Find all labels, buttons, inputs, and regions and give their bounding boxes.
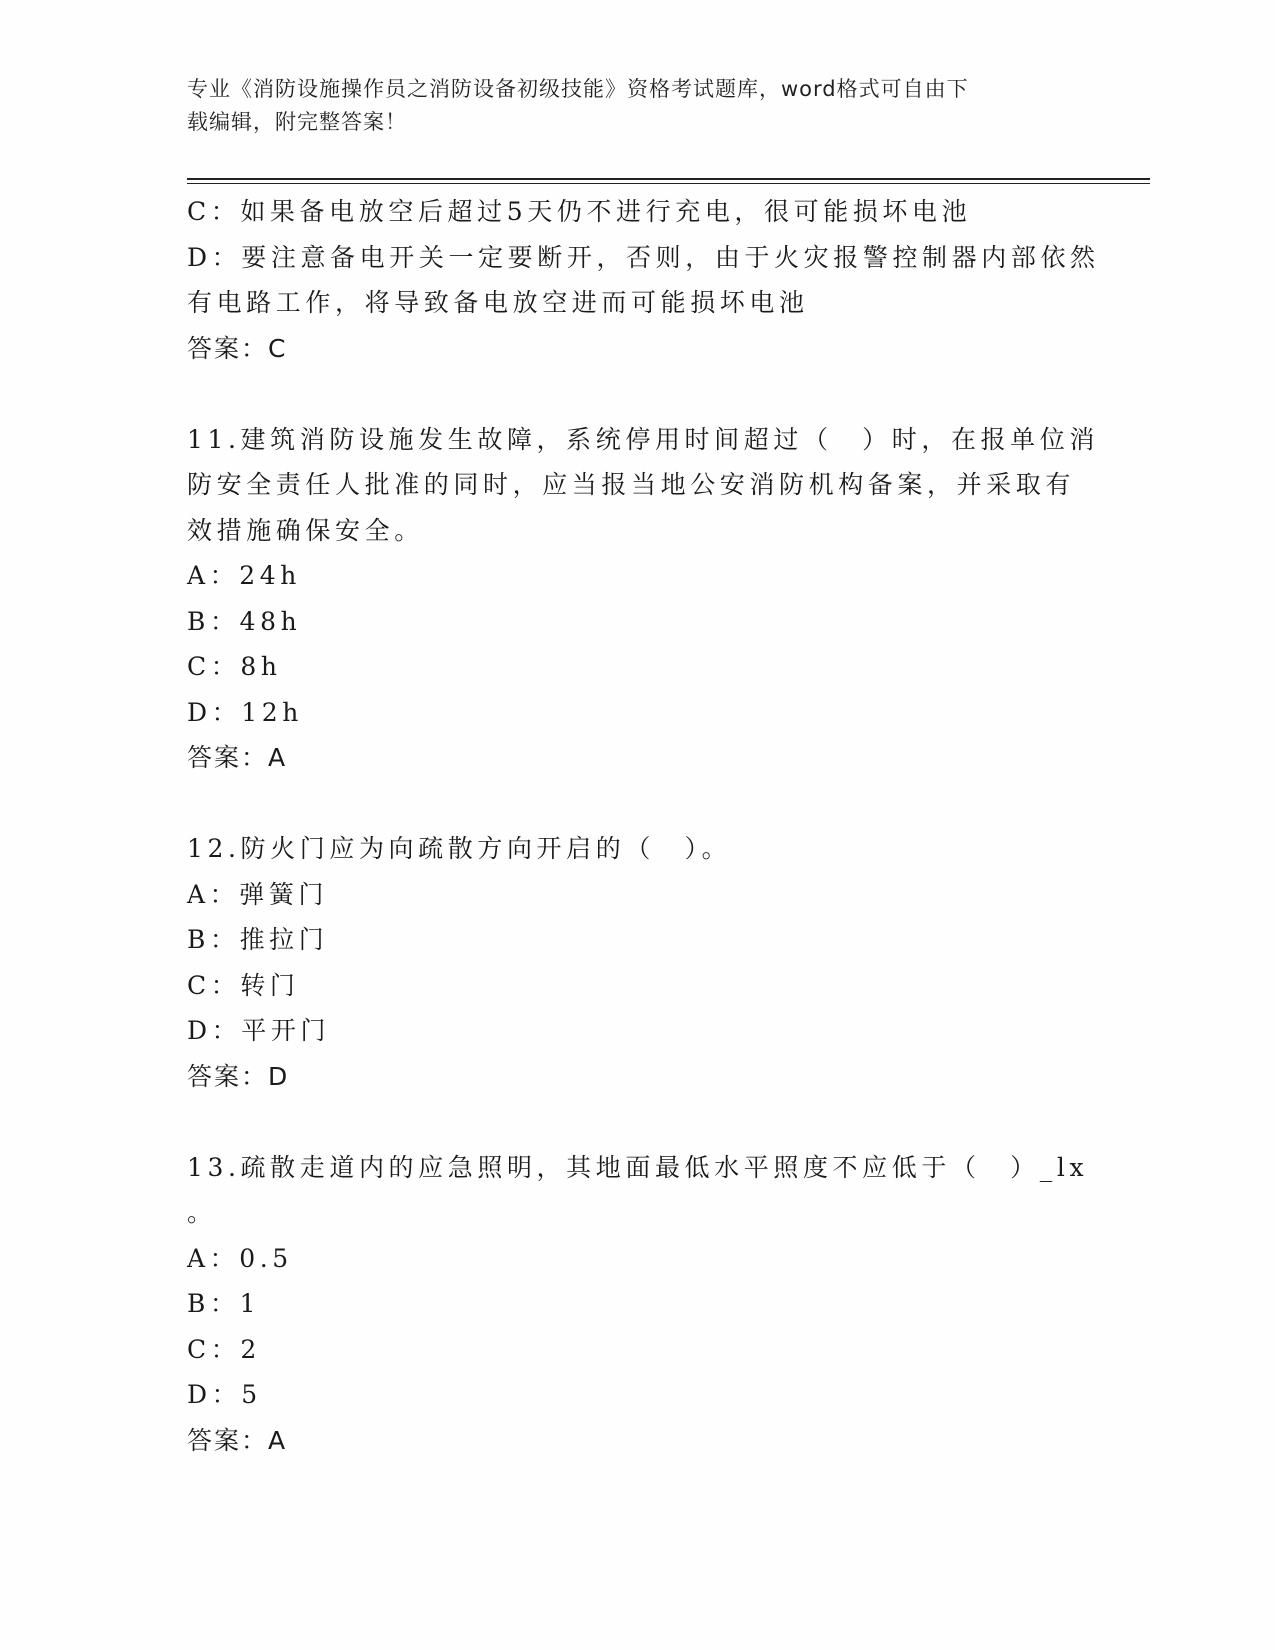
question-content bbox=[187, 189, 1100, 1463]
header-line-1: 专业《消防设施操作员之消防设备初级技能》资格考试题库，word格式可自由下 bbox=[187, 77, 969, 101]
header-divider-thick bbox=[187, 178, 1150, 180]
option-a: A：24h bbox=[187, 561, 301, 590]
question-stem-line-1: 12.防火门应为向疏散方向开启的（ ）。 bbox=[187, 834, 732, 863]
question-13-block bbox=[187, 1145, 1087, 1464]
prev-question-block bbox=[187, 189, 1100, 371]
option-a: A：0.5 bbox=[187, 1243, 293, 1273]
option-c: C：转门 bbox=[187, 970, 300, 1000]
spacer bbox=[187, 781, 1087, 827]
question-11-block bbox=[187, 417, 1099, 781]
spacer bbox=[187, 1099, 1087, 1145]
spacer bbox=[187, 371, 1087, 417]
option-b: B：推拉门 bbox=[187, 925, 329, 954]
question-stem-line-2: 防安全责任人批准的同时，应当报当地公安消防机构备案，并采取有 bbox=[187, 470, 1076, 499]
question-stem-line-1: 13.疏散走道内的应急照明，其地面最低水平照度不应低于（ ）_lx bbox=[187, 1152, 1089, 1182]
header-line-2: 载编辑，附完整答案！ bbox=[187, 110, 407, 134]
option-d: D：平开门 bbox=[187, 1016, 331, 1045]
option-a: A：弹簧门 bbox=[187, 879, 329, 909]
question-stem-line-1: 11.建筑消防设施发生故障，系统停用时间超过（ ）时，在报单位消 bbox=[187, 424, 1099, 454]
document-header bbox=[187, 73, 1087, 139]
option-d: D：12h bbox=[187, 697, 303, 727]
answer: 答案：D bbox=[187, 1061, 290, 1091]
option-b: B：1 bbox=[187, 1289, 261, 1318]
option-d-line-1: D：要注意备电开关一定要断开，否则，由于火灾报警控制器内部依然 bbox=[187, 242, 1100, 272]
answer: 答案：C bbox=[187, 333, 288, 363]
option-c: C：2 bbox=[187, 1334, 261, 1364]
option-c: C：如果备电放空后超过5天仍不进行充电，很可能损坏电池 bbox=[187, 197, 972, 226]
option-d: D：5 bbox=[187, 1380, 262, 1409]
option-b: B：48h bbox=[187, 606, 302, 636]
question-stem-line-2: 。 bbox=[187, 1198, 217, 1227]
option-c: C：8h bbox=[187, 652, 282, 681]
question-stem-line-3: 效措施确保安全。 bbox=[187, 515, 424, 545]
answer: 答案：A bbox=[187, 743, 288, 772]
header-divider-thin bbox=[187, 183, 1150, 184]
option-d-line-2: 有电路工作，将导致备电放空进而可能损坏电池 bbox=[187, 288, 809, 317]
question-12-block bbox=[187, 826, 1087, 1099]
answer: 答案：A bbox=[187, 1425, 288, 1455]
